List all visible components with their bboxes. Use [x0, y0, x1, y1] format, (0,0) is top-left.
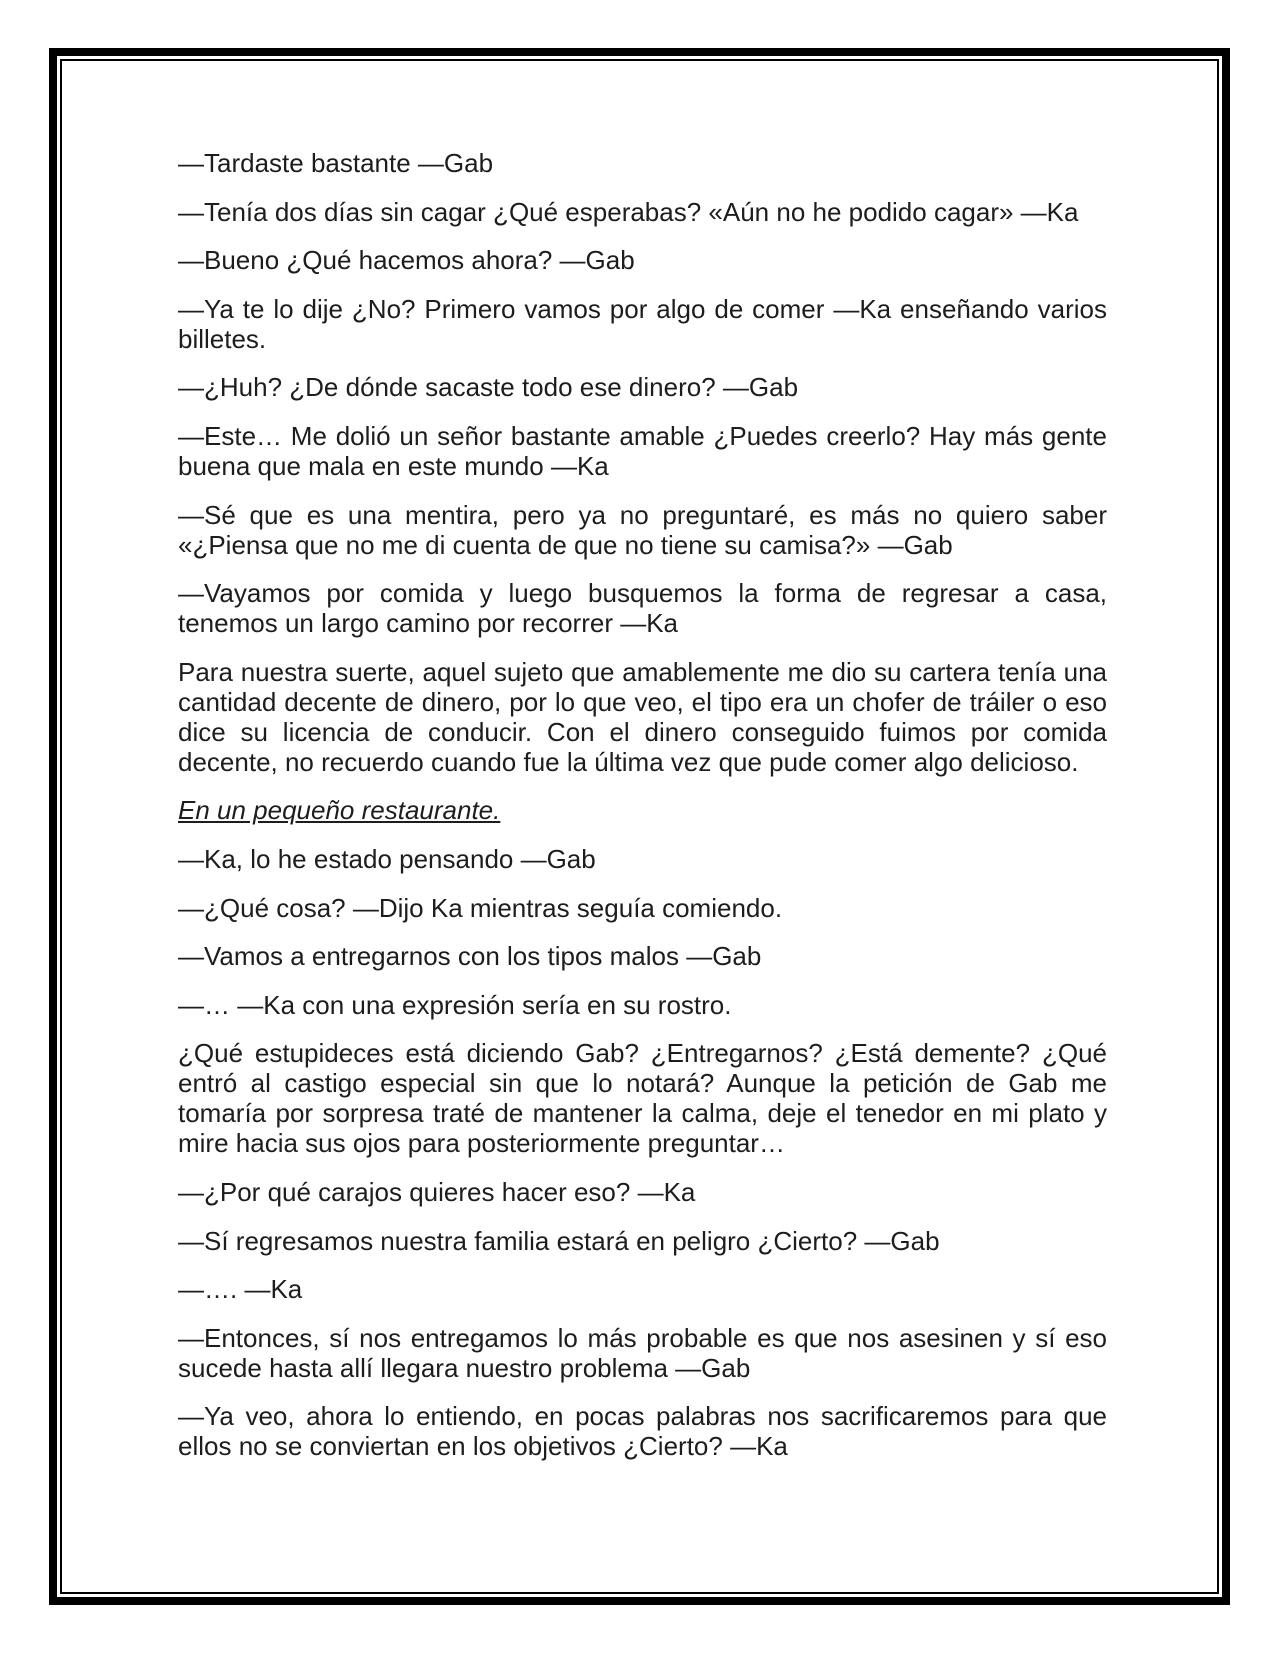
- paragraph-dialogue: —… —Ka con una expresión sería en su rostro.: [178, 989, 732, 1020]
- paragraph-dialogue: —Vayamos por comida y luego busquemos la forma de regresar a casa, tenemos un largo camino por recorrer —Ka: [178, 578, 1107, 639]
- paragraph-narration: Para nuestra suerte, aquel sujeto que amablemente me dio su cartera tenía una cantidad decente de dinero, por lo que veo, el tipo era un chofer de tráiler o eso dice su licencia de conducir. Con el dinero conseguido fuimos por comida decente, no recuerdo cuando fue la última vez que pude comer algo delicioso.: [178, 656, 1107, 777]
- paragraph-dialogue: —Ya veo, ahora lo entiendo, en pocas palabras nos sacrificaremos para que ellos no se conviertan en los objetivos ¿Cierto? —Ka: [178, 1401, 1107, 1462]
- paragraph-dialogue: —Entonces, sí nos entregamos lo más probable es que nos asesinen y sí eso sucede hasta allí llegara nuestro problema —Gab: [178, 1322, 1107, 1383]
- paragraph-dialogue: —Tenía dos días sin cagar ¿Qué esperabas? «Aún no he podido cagar» —Ka: [178, 196, 1079, 227]
- paragraph-dialogue: —…. —Ka: [178, 1274, 303, 1305]
- paragraph-narration: ¿Qué estupideces está diciendo Gab? ¿Entregarnos? ¿Está demente? ¿Qué entró al castigo especial sin que lo notará? Aunque la petición de Gab me tomaría por sorpresa traté de mantener la calma, deje el tenedor en mi plato y mire hacia sus ojos para posteriormente preguntar…: [178, 1038, 1107, 1159]
- paragraph-dialogue: —Bueno ¿Qué hacemos ahora? —Gab: [178, 245, 635, 276]
- scene-heading: En un pequeño restaurante.: [178, 795, 501, 826]
- paragraph-dialogue: —Tardaste bastante —Gab: [178, 148, 494, 178]
- document-body: [178, 148, 1107, 1480]
- paragraph-dialogue: —¿Huh? ¿De dónde sacaste todo ese dinero? —Gab: [178, 372, 799, 403]
- paragraph-dialogue: —Este… Me dolió un señor bastante amable ¿Puedes creerlo? Hay más gente buena que mala en este mundo —Ka: [178, 420, 1107, 481]
- paragraph-dialogue: —Sí regresamos nuestra familia estará en peligro ¿Cierto? —Gab: [178, 1225, 940, 1256]
- paragraph-dialogue: —¿Por qué carajos quieres hacer eso? —Ka: [178, 1176, 696, 1207]
- paragraph-dialogue: —Ya te lo dije ¿No? Primero vamos por algo de comer —Ka enseñando varios billetes.: [178, 293, 1107, 354]
- paragraph-dialogue: —¿Qué cosa? —Dijo Ka mientras seguía comiendo.: [178, 892, 783, 923]
- paragraph-dialogue: —Vamos a entregarnos con los tipos malos —Gab: [178, 941, 762, 972]
- paragraph-dialogue: —Ka, lo he estado pensando —Gab: [178, 843, 596, 874]
- paragraph-dialogue: —Sé que es una mentira, pero ya no preguntaré, es más no quiero saber «¿Piensa que no me di cuenta de que no tiene su camisa?» —Gab: [178, 499, 1107, 560]
